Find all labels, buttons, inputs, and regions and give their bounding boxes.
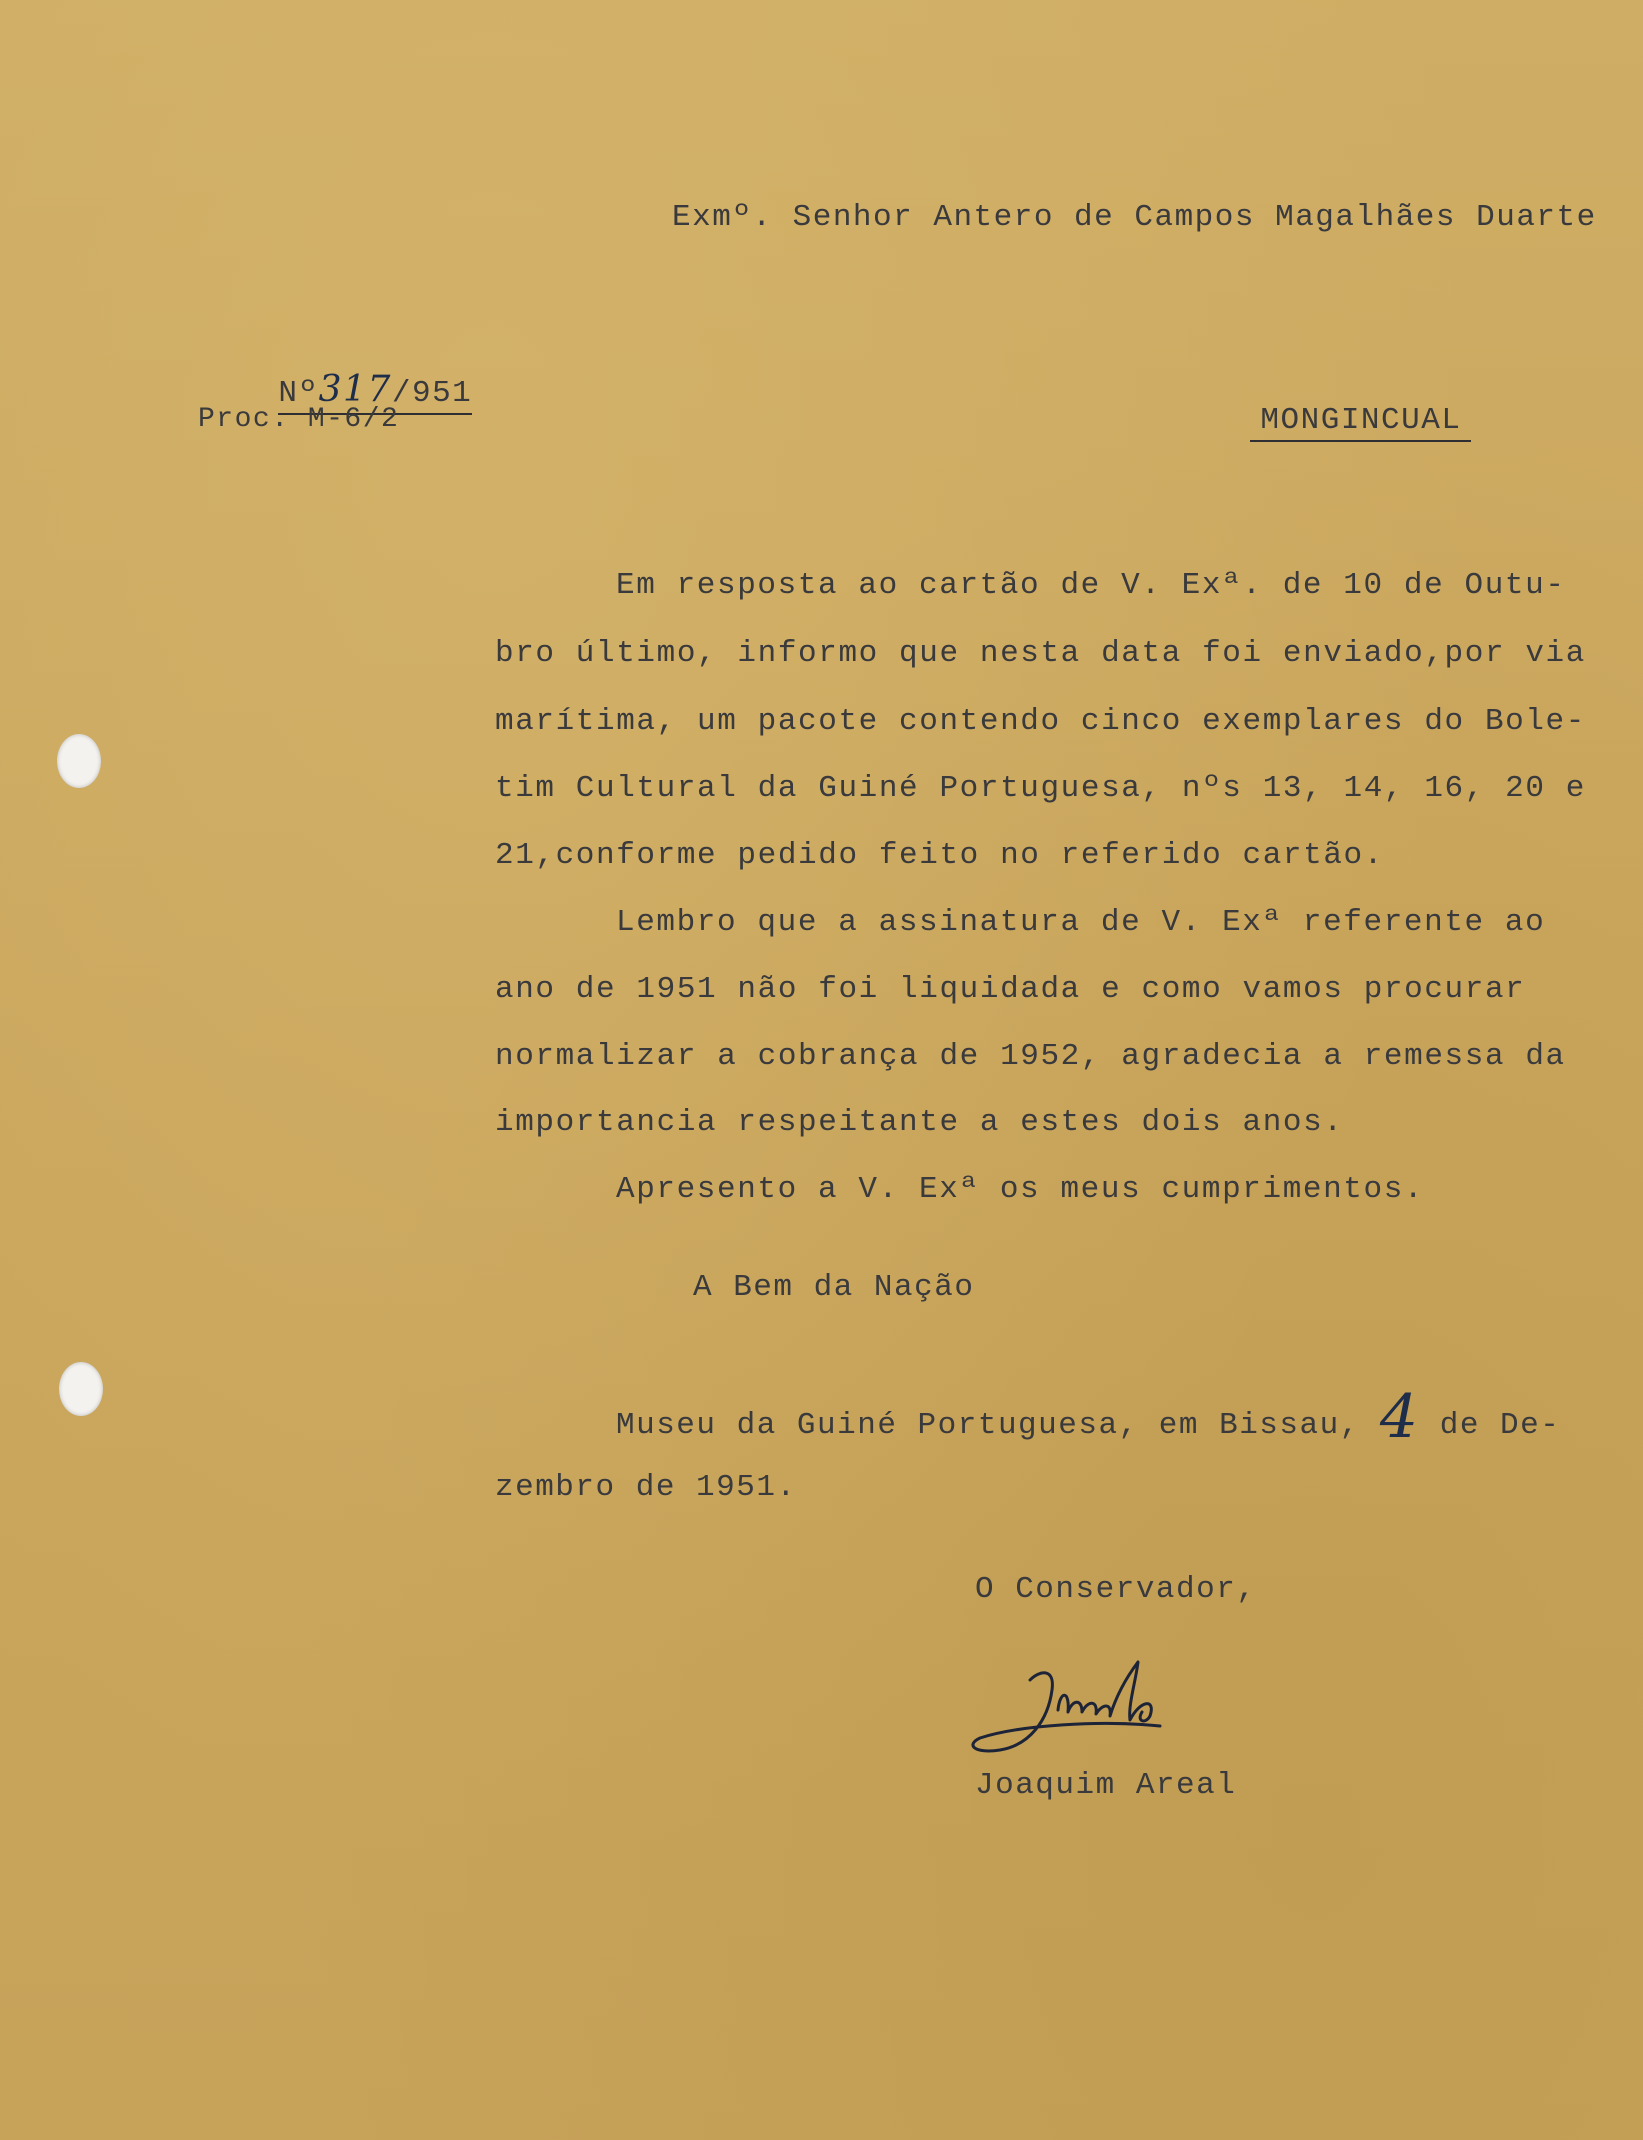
body-line-9: importancia respeitante a estes dois anos. [495,1105,1344,1140]
body-line-10: Apresento a V. Exª os meus cumprimentos. [616,1172,1425,1207]
body-line-4: tim Cultural da Guiné Portuguesa, nºs 13, 14, 16, 20 e [495,771,1586,806]
date-day-handwritten: 4 [1379,1382,1420,1452]
signatory-name: Joaquim Areal [975,1768,1237,1803]
signature-title: O Conservador, [975,1572,1257,1607]
date-month-start: de De- [1439,1408,1561,1443]
date-line-1 [616,1382,1561,1452]
body-line-6: Lembro que a assinatura de V. Exª referente ao [616,905,1546,940]
body-line-5: 21,conforme pedido feito no referido cartão. [495,838,1384,873]
addressee-line: Exmº. Senhor Antero de Campos Magalhães Duarte [672,200,1597,235]
handwritten-signature [960,1650,1260,1770]
body-line-1: Em resposta ao cartão de V. Exª. de 10 de Outu- [616,568,1566,603]
punch-hole-bottom [59,1362,103,1416]
place-heading [1170,368,1471,473]
date-location: Museu da Guiné Portuguesa, em Bissau, [616,1408,1360,1443]
body-line-8: normalizar a cobrança de 1952, agradecia a remessa da [495,1039,1566,1074]
punch-hole-top [57,734,101,788]
body-line-3: marítima, um pacote contendo cinco exemplares do Bole- [495,704,1586,739]
reference-number-handwritten: 317 [318,369,392,410]
body-line-2: bro último, informo que nesta data foi enviado,por via [495,636,1586,671]
salutation: A Bem da Nação [693,1270,975,1305]
reference-prefix: Nº [278,376,319,411]
process-reference: Proc. M-6/2 [198,404,400,435]
date-line-2: zembro de 1951. [495,1470,797,1505]
place-heading-text: MONGINCUAL [1250,403,1471,442]
reference-suffix: /951 [391,376,473,411]
body-line-7: ano de 1951 não foi liquidada e como vamos procurar [495,972,1526,1007]
